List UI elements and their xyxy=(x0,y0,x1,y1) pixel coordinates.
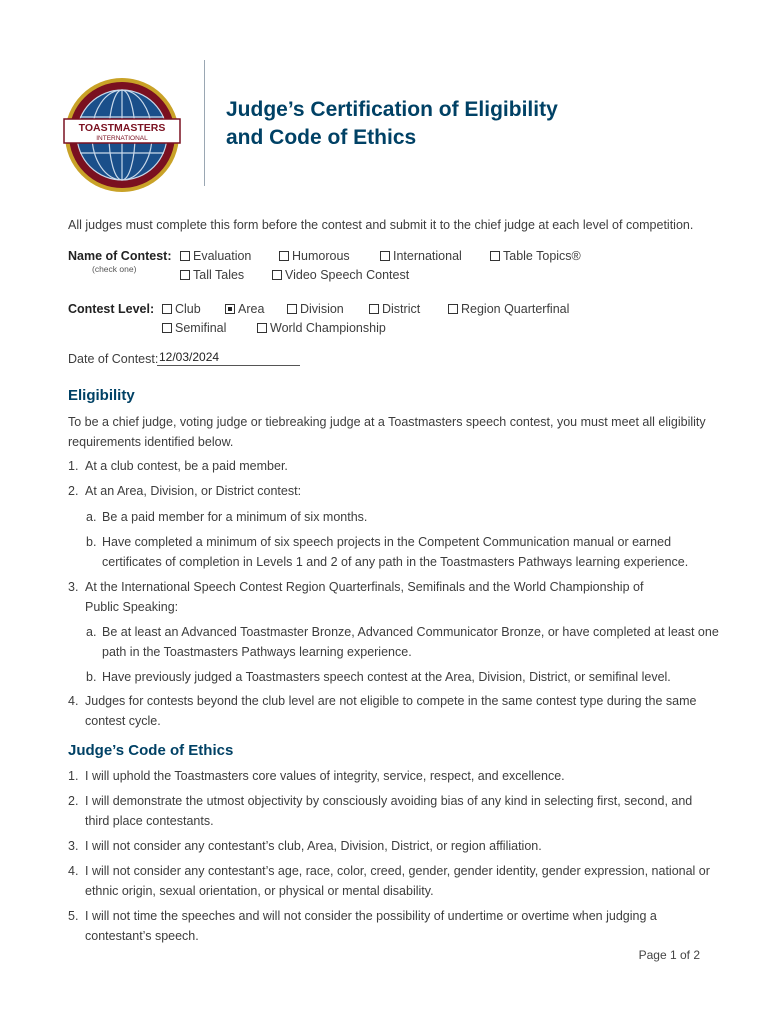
checkbox-club[interactable] xyxy=(162,304,172,314)
option-label: Division xyxy=(300,302,344,316)
ethics-heading: Judge’s Code of Ethics xyxy=(68,742,234,759)
option-label: Semifinal xyxy=(175,321,227,335)
checkbox-video-speech[interactable] xyxy=(272,270,282,280)
item-line: third place contestants. xyxy=(85,814,214,828)
checkbox-semifinal[interactable] xyxy=(162,323,172,333)
page-number: Page 1 of 2 xyxy=(638,948,700,962)
item-line: Have completed a minimum of six speech projects in the Competent Communication manual or earned xyxy=(102,535,672,549)
list-number: 3. xyxy=(68,839,79,853)
item-line: Have previously judged a Toastmasters speech contest at the Area, Division, District, or semifinal level. xyxy=(102,670,671,684)
checkbox-table-topics[interactable] xyxy=(490,251,500,261)
checkbox-world-championship[interactable] xyxy=(257,323,267,333)
checkbox-tall-tales[interactable] xyxy=(180,270,190,280)
checkbox-humorous[interactable] xyxy=(279,251,289,261)
item-line: I will uphold the Toastmasters core values of integrity, service, respect, and excellence. xyxy=(85,769,565,783)
eligibility-subitem xyxy=(102,507,367,527)
eligibility-subitem xyxy=(102,622,719,662)
eligibility-subitem xyxy=(102,667,671,687)
contest-option-video-speech[interactable] xyxy=(272,268,409,282)
eligibility-intro-line: requirements identified below. xyxy=(68,435,234,449)
level-option-district[interactable] xyxy=(369,302,420,316)
contest-option-humorous[interactable] xyxy=(279,249,350,263)
item-line: Be at least an Advanced Toastmaster Bronze, Advanced Communicator Bronze, or have completed at least one xyxy=(102,625,719,639)
item-line: At the International Speech Contest Region Quarterfinals, Semifinals and the World Championship of xyxy=(85,580,644,594)
option-label: Video Speech Contest xyxy=(285,268,410,282)
level-option-world-championship[interactable] xyxy=(257,321,386,335)
eligibility-item xyxy=(85,456,288,476)
eligibility-heading: Eligibility xyxy=(68,387,135,404)
ethics-item xyxy=(85,766,565,786)
checkbox-division[interactable] xyxy=(287,304,297,314)
item-line: Judges for contests beyond the club level are not eligible to compete in the same contest type during the same xyxy=(85,694,697,708)
option-label: Evaluation xyxy=(193,249,252,263)
eligibility-intro-line: To be a chief judge, voting judge or tiebreaking judge at a Toastmasters speech contest, you must meet all eligibility xyxy=(68,415,706,429)
item-line: I will not time the speeches and will not consider the possibility of undertime or overtime when judging a xyxy=(85,909,657,923)
level-option-area[interactable] xyxy=(225,302,264,316)
title-line-2: and Code of Ethics xyxy=(226,126,417,149)
contest-option-tall-tales[interactable] xyxy=(180,268,244,282)
option-label: Tall Tales xyxy=(193,268,245,282)
list-number: 2. xyxy=(68,484,79,498)
item-line: contestant’s speech. xyxy=(85,929,199,943)
option-label: Area xyxy=(238,302,265,316)
item-line: Public Speaking: xyxy=(85,600,179,614)
ethics-item xyxy=(85,791,692,831)
checkbox-district[interactable] xyxy=(369,304,379,314)
option-label: District xyxy=(382,302,421,316)
logo-text-line1: TOASTMASTERS xyxy=(78,122,166,134)
ethics-item xyxy=(85,861,710,901)
list-letter: a. xyxy=(86,625,97,639)
contest-option-international[interactable] xyxy=(380,249,462,263)
list-number: 4. xyxy=(68,864,79,878)
list-number: 1. xyxy=(68,459,79,473)
contest-name-hint: (check one) xyxy=(92,264,137,274)
item-line: I will not consider any contestant’s age, race, color, creed, gender, gender identity, gender expression, national or xyxy=(85,864,710,878)
contest-name-label: Name of Contest: xyxy=(68,249,172,263)
logo-text-line2: INTERNATIONAL xyxy=(96,135,148,142)
option-label: International xyxy=(393,249,462,263)
eligibility-item xyxy=(85,577,643,617)
checkbox-area[interactable] xyxy=(225,304,235,314)
list-letter: b. xyxy=(86,535,97,549)
eligibility-subitem xyxy=(102,532,688,572)
date-of-contest-input[interactable] xyxy=(157,348,300,366)
checkbox-international[interactable] xyxy=(380,251,390,261)
toastmasters-logo xyxy=(62,75,182,195)
option-label: Table Topics® xyxy=(503,249,581,263)
level-option-division[interactable] xyxy=(287,302,344,316)
item-line: I will demonstrate the utmost objectivity by consciously avoiding bias of any kind in selecting first, second, and xyxy=(85,794,693,808)
checkbox-evaluation[interactable] xyxy=(180,251,190,261)
list-number: 3. xyxy=(68,580,79,594)
option-label: Humorous xyxy=(292,249,350,263)
level-option-semifinal[interactable] xyxy=(162,321,226,335)
item-line: Be a paid member for a minimum of six months. xyxy=(102,510,368,524)
level-option-region-quarterfinal[interactable] xyxy=(448,302,569,316)
contest-level-label: Contest Level: xyxy=(68,302,155,316)
option-label: World Championship xyxy=(270,321,386,335)
item-line: contest cycle. xyxy=(85,714,161,728)
contest-option-table-topics[interactable] xyxy=(490,249,581,263)
eligibility-intro xyxy=(68,412,706,452)
ethics-item xyxy=(85,836,542,856)
item-line: certificates of completion in Levels 1 and 2 of any path in the Toastmasters Pathways learning experience. xyxy=(102,555,689,569)
option-label: Region Quarterfinal xyxy=(461,302,570,316)
eligibility-item xyxy=(85,691,696,731)
list-number: 1. xyxy=(68,769,79,783)
list-letter: b. xyxy=(86,670,97,684)
list-number: 4. xyxy=(68,694,79,708)
item-line: At a club contest, be a paid member. xyxy=(85,459,288,473)
list-number: 5. xyxy=(68,909,79,923)
intro-text: All judges must complete this form before the contest and submit it to the chief judge at each level of competition. xyxy=(68,218,694,232)
list-number: 2. xyxy=(68,794,79,808)
item-line: I will not consider any contestant’s club, Area, Division, District, or region affiliation. xyxy=(85,839,542,853)
checkbox-region-quarterfinal[interactable] xyxy=(448,304,458,314)
contest-option-evaluation[interactable] xyxy=(180,249,251,263)
item-line: path in the Toastmasters Pathways learning experience. xyxy=(102,645,412,659)
item-line: ethnic origin, sexual orientation, or physical or mental disability. xyxy=(85,884,434,898)
title-line-1: Judge’s Certification of Eligibility xyxy=(226,98,558,121)
document-title xyxy=(226,96,558,152)
list-letter: a. xyxy=(86,510,97,524)
date-label: Date of Contest: xyxy=(68,352,159,366)
option-label: Club xyxy=(175,302,201,316)
item-line: At an Area, Division, or District contest: xyxy=(85,484,302,498)
level-option-club[interactable] xyxy=(162,302,201,316)
header-divider xyxy=(204,60,205,186)
ethics-item xyxy=(85,906,657,946)
eligibility-item xyxy=(85,481,301,501)
